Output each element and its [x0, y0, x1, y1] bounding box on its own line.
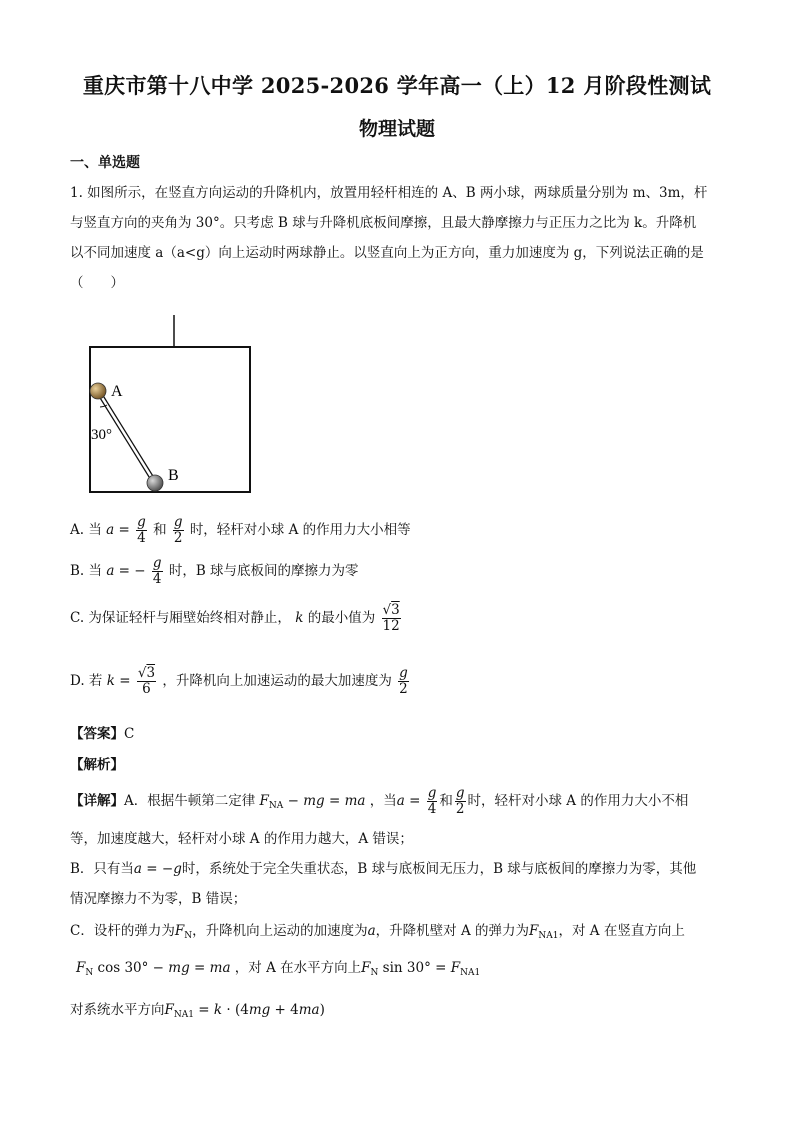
detail-line-4: 情况摩擦力不为零，B 错误；: [70, 891, 247, 907]
detail-text: 对系统水平方向: [70, 1002, 165, 1018]
detail-text: 和: [439, 793, 453, 809]
option-a-prefix: A. 当: [70, 522, 102, 538]
angle-label: 30°: [91, 427, 112, 443]
section-heading: 一、单选题: [70, 155, 140, 171]
label-a: A: [111, 383, 123, 400]
detail-line-5: C．设杆的弹力为$F_N$，升降机向上运动的加速度为a，升降机壁对 A 的弹力为$F_{NA1}$，对 A 在竖直方向上: [70, 923, 685, 941]
question-line-2: 与竖直方向的夹角为 30°。只考虑 B 球与升降机底板间摩擦，且最大静摩擦力与正压力之比为 k。升降机: [70, 215, 697, 231]
detail-line-7: 对系统水平方向$F_{NA1} = k \cdot (4mg + 4ma)$: [70, 1002, 325, 1020]
option-c[interactable]: C. 为保证轻杆与厢壁始终相对静止， k 的最小值为 $\frac{√3}{12}$: [70, 602, 400, 634]
answer-label: 【答案】: [70, 726, 124, 742]
detail-text: ，升降机壁对 A 的弹力为: [375, 923, 529, 939]
detail-line-3: B．只有当a = −g时，系统处于完全失重状态，B 球与底板间无压力，B 球与底板间的摩擦力为零，其他: [70, 861, 697, 877]
option-a[interactable]: A. 当 a = $\frac{g}{4}$ 和 $\frac{g}{2}$ 时，轻杆对小球 A 的作用力大小相等: [70, 514, 411, 546]
option-a-suffix: 时，轻杆对小球 A 的作用力大小相等: [189, 522, 411, 538]
detail-text: B．只有当: [70, 861, 134, 877]
detail-text: ，当: [369, 793, 397, 809]
elevator-figure: [80, 312, 260, 497]
option-d-suffix: ，升降机向上加速运动的最大加速度为: [162, 673, 392, 689]
detail-text: C．设杆的弹力为: [70, 923, 175, 939]
detail-label: 【详解】: [70, 793, 124, 809]
ball-b: [147, 475, 163, 491]
detail-line-2: 等，加速度越大，轻杆对小球 A 的作用力越大，A 错误；: [70, 831, 413, 847]
answer-line: [70, 722, 134, 742]
question-line-1: 1. 如图所示，在竖直方向运动的升降机内，放置用轻杆相连的 A、B 两小球，两球质量分别为 m、3m，杆: [70, 185, 708, 201]
detail-text: 时，系统处于完全失重状态，B 球与底板间无压力，B 球与底板间的摩擦力为零，其他: [181, 861, 697, 877]
option-d[interactable]: D. 若 k = $\frac{√3}{6}$ ，升降机向上加速运动的最大加速度为 $\frac{g}{2}$: [70, 665, 408, 697]
page-subtitle: 物理试题: [358, 118, 435, 140]
detail-text: A．根据牛顿第二定律: [124, 793, 256, 809]
detail-text: ，升降机向上运动的加速度为: [192, 923, 368, 939]
option-b-suffix: 时，B 球与底板间的摩擦力为零: [168, 563, 359, 579]
question-line-3: 以不同加速度 a（a<g）向上运动时两球静止。以竖直向上为正方向，重力加速度为 g，下列说法正确的是: [70, 245, 704, 261]
answer-value: C: [124, 726, 135, 742]
detail-text: ，对 A 在竖直方向上: [558, 923, 685, 939]
label-b: B: [168, 467, 179, 484]
detail-text: ，对 A 在水平方向上: [234, 960, 362, 976]
page-title: 重庆市第十八中学 2025-2026 学年高一（上）12 月阶段性测试: [82, 73, 712, 98]
option-b-prefix: B. 当: [70, 563, 103, 579]
question-stem: [70, 178, 730, 298]
detail-text: 时，轻杆对小球 A 的作用力大小不相: [467, 793, 689, 809]
detail-line-6: $F_N$ cos 30° − mg = ma ，对 A 在水平方向上$F_N$ $\sin 30^\circ = F_{NA1}$: [76, 960, 481, 978]
option-a-mid: 和: [153, 522, 167, 538]
question-line-4: （ ）: [70, 275, 124, 291]
detail-line-1: 【详解】A．根据牛顿第二定律 $F_{NA}$ − mg = ma ，当a = $\frac{g}{4}$ 和 $\frac{g}{2}$ 时，轻杆对小球 A 的作用力大小不相: [70, 785, 689, 817]
option-b[interactable]: B. 当 a = − $\frac{g}{4}$ 时，B 球与底板间的摩擦力为零: [70, 555, 359, 587]
option-c-suffix: 的最小值为: [307, 610, 376, 626]
option-c-prefix: C. 为保证轻杆与厢壁始终相对静止，: [70, 610, 291, 626]
ball-a: [90, 383, 106, 399]
option-d-prefix: D. 若: [70, 673, 103, 689]
analysis-label: 【解析】: [70, 757, 124, 773]
